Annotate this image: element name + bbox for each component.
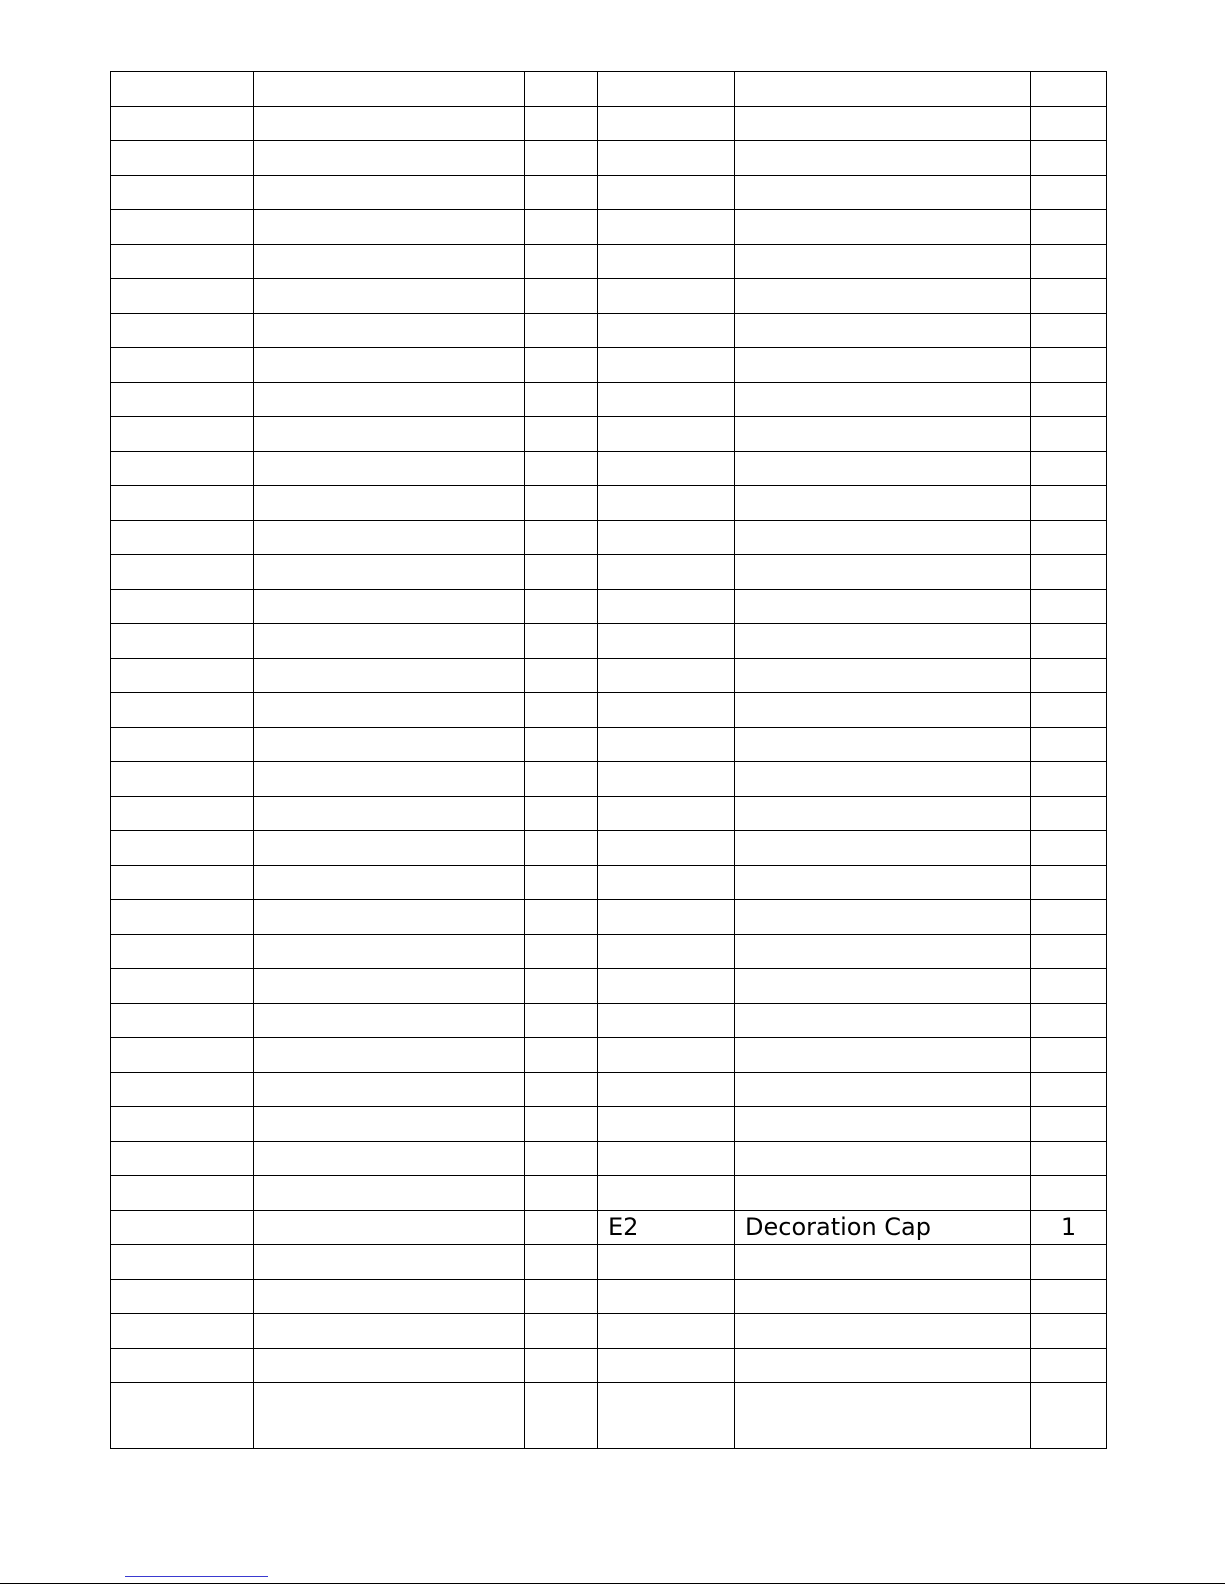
item-description-cell [735, 451, 1031, 486]
part-group-cell [111, 1038, 254, 1073]
quantity-cell [1031, 1072, 1107, 1107]
item-code-cell [598, 1072, 735, 1107]
item-code-cell [598, 313, 735, 348]
table-row [111, 831, 1107, 866]
item-code-cell [598, 1383, 735, 1449]
item-code-cell [598, 865, 735, 900]
table-row [111, 1141, 1107, 1176]
quantity-cell [1031, 382, 1107, 417]
part-group-cell [111, 1383, 254, 1449]
part-name-cell [254, 1038, 525, 1073]
item-description-cell [735, 313, 1031, 348]
part-count-cell [525, 762, 598, 797]
part-group-cell [111, 520, 254, 555]
item-code-cell [598, 382, 735, 417]
part-name-cell [254, 865, 525, 900]
part-count-cell [525, 486, 598, 521]
part-name-cell [254, 831, 525, 866]
quantity-cell [1031, 141, 1107, 176]
item-description-cell [735, 762, 1031, 797]
part-count-cell [525, 1210, 598, 1245]
part-count-cell [525, 279, 598, 314]
table-row [111, 1072, 1107, 1107]
part-name-cell [254, 796, 525, 831]
quantity-cell [1031, 210, 1107, 245]
item-description-cell [735, 796, 1031, 831]
part-count-cell [525, 1348, 598, 1383]
item-code-cell [598, 210, 735, 245]
table-row [111, 1210, 1107, 1245]
part-name-cell [254, 520, 525, 555]
part-count-cell [525, 1383, 598, 1449]
part-count-cell [525, 1245, 598, 1280]
part-name-cell [254, 1003, 525, 1038]
part-name-cell [254, 382, 525, 417]
quantity-cell [1031, 1383, 1107, 1449]
quantity-cell [1031, 969, 1107, 1004]
table-row [111, 313, 1107, 348]
item-description-cell: Decoration Cap [735, 1210, 1031, 1245]
part-group-cell [111, 175, 254, 210]
part-count-cell [525, 624, 598, 659]
table-row [111, 762, 1107, 797]
table-row [111, 72, 1107, 107]
table-row [111, 451, 1107, 486]
table-row [111, 244, 1107, 279]
part-count-cell [525, 382, 598, 417]
quantity-cell [1031, 796, 1107, 831]
part-name-cell [254, 451, 525, 486]
table-row [111, 279, 1107, 314]
part-name-cell [254, 969, 525, 1004]
item-description-cell [735, 727, 1031, 762]
part-count-cell [525, 1107, 598, 1142]
part-count-cell [525, 796, 598, 831]
part-group-cell [111, 210, 254, 245]
part-group-cell [111, 831, 254, 866]
item-description-cell [735, 555, 1031, 590]
table-row [111, 727, 1107, 762]
item-code-cell [598, 1176, 735, 1211]
quantity-cell [1031, 348, 1107, 383]
part-count-cell [525, 451, 598, 486]
item-description-cell [735, 693, 1031, 728]
part-count-cell [525, 348, 598, 383]
part-count-cell [525, 589, 598, 624]
part-name-cell [254, 417, 525, 452]
table-row [111, 1279, 1107, 1314]
item-description-cell [735, 969, 1031, 1004]
part-name-cell [254, 486, 525, 521]
item-description-cell [735, 141, 1031, 176]
part-name-cell [254, 624, 525, 659]
table-row [111, 417, 1107, 452]
part-count-cell [525, 141, 598, 176]
part-name-cell [254, 1210, 525, 1245]
part-name-cell [254, 106, 525, 141]
item-code-cell [598, 658, 735, 693]
part-name-cell [254, 934, 525, 969]
part-count-cell [525, 175, 598, 210]
item-description-cell [735, 900, 1031, 935]
part-group-cell [111, 417, 254, 452]
part-group-cell [111, 1314, 254, 1349]
item-description-cell [735, 1383, 1031, 1449]
part-group-cell [111, 762, 254, 797]
table-row [111, 658, 1107, 693]
item-code-cell [598, 555, 735, 590]
item-code-cell [598, 486, 735, 521]
quantity-cell [1031, 693, 1107, 728]
item-code-cell [598, 831, 735, 866]
item-description-cell [735, 1176, 1031, 1211]
item-description-cell [735, 1141, 1031, 1176]
part-group-cell [111, 451, 254, 486]
part-count-cell [525, 210, 598, 245]
quantity-cell [1031, 1176, 1107, 1211]
part-count-cell [525, 658, 598, 693]
part-name-cell [254, 555, 525, 590]
part-group-cell [111, 1072, 254, 1107]
item-description-cell [735, 520, 1031, 555]
table-row [111, 1383, 1107, 1449]
table-row [111, 1245, 1107, 1280]
table-row [111, 934, 1107, 969]
item-description-cell [735, 1348, 1031, 1383]
part-count-cell [525, 865, 598, 900]
quantity-cell [1031, 624, 1107, 659]
item-description-cell [735, 831, 1031, 866]
part-name-cell [254, 141, 525, 176]
quantity-cell [1031, 1279, 1107, 1314]
item-description-cell [735, 210, 1031, 245]
quantity-cell [1031, 555, 1107, 590]
item-description-cell [735, 486, 1031, 521]
item-description-cell [735, 1279, 1031, 1314]
item-description-cell [735, 1245, 1031, 1280]
part-name-cell [254, 693, 525, 728]
part-count-cell [525, 72, 598, 107]
part-group-cell [111, 900, 254, 935]
part-group-cell [111, 555, 254, 590]
part-group-cell [111, 313, 254, 348]
part-group-cell [111, 1003, 254, 1038]
item-code-cell [598, 1141, 735, 1176]
quantity-cell [1031, 486, 1107, 521]
part-group-cell [111, 1210, 254, 1245]
quantity-cell [1031, 175, 1107, 210]
table-row [111, 520, 1107, 555]
part-count-cell [525, 1003, 598, 1038]
part-name-cell [254, 1383, 525, 1449]
part-group-cell [111, 796, 254, 831]
part-count-cell [525, 1176, 598, 1211]
quantity-cell [1031, 762, 1107, 797]
part-group-cell [111, 486, 254, 521]
part-group-cell [111, 244, 254, 279]
table-row [111, 1003, 1107, 1038]
part-count-cell [525, 417, 598, 452]
quantity-cell [1031, 934, 1107, 969]
part-count-cell [525, 727, 598, 762]
part-name-cell [254, 727, 525, 762]
part-name-cell [254, 1348, 525, 1383]
part-group-cell [111, 279, 254, 314]
part-group-cell [111, 106, 254, 141]
item-code-cell [598, 1314, 735, 1349]
parts-table [110, 71, 1107, 1449]
part-name-cell [254, 348, 525, 383]
table-row [111, 693, 1107, 728]
table-row [111, 141, 1107, 176]
table-row [111, 900, 1107, 935]
item-code-cell: E2 [598, 1210, 735, 1245]
item-description-cell [735, 1314, 1031, 1349]
part-group-cell [111, 1107, 254, 1142]
quantity-cell [1031, 900, 1107, 935]
part-group-cell [111, 658, 254, 693]
part-name-cell [254, 1279, 525, 1314]
part-group-cell [111, 865, 254, 900]
quantity-cell [1031, 520, 1107, 555]
item-description-cell [735, 934, 1031, 969]
table-row [111, 106, 1107, 141]
item-code-cell [598, 727, 735, 762]
part-count-cell [525, 969, 598, 1004]
part-name-cell [254, 1176, 525, 1211]
part-group-cell [111, 1245, 254, 1280]
item-description-cell [735, 1072, 1031, 1107]
part-count-cell [525, 831, 598, 866]
item-code-cell [598, 1003, 735, 1038]
item-code-cell [598, 141, 735, 176]
item-description-cell [735, 1003, 1031, 1038]
quantity-cell [1031, 279, 1107, 314]
table-row [111, 1038, 1107, 1073]
part-count-cell [525, 520, 598, 555]
item-code-cell [598, 796, 735, 831]
part-name-cell [254, 762, 525, 797]
part-name-cell [254, 900, 525, 935]
table-row [111, 969, 1107, 1004]
item-code-cell [598, 1348, 735, 1383]
table-row [111, 486, 1107, 521]
quantity-cell [1031, 313, 1107, 348]
part-name-cell [254, 1107, 525, 1142]
part-name-cell [254, 175, 525, 210]
item-description-cell [735, 382, 1031, 417]
quantity-cell [1031, 1107, 1107, 1142]
part-group-cell [111, 969, 254, 1004]
part-group-cell [111, 1279, 254, 1314]
table-row [111, 210, 1107, 245]
part-count-cell [525, 1314, 598, 1349]
part-group-cell [111, 382, 254, 417]
item-code-cell [598, 1038, 735, 1073]
part-group-cell [111, 1141, 254, 1176]
part-count-cell [525, 1072, 598, 1107]
item-code-cell [598, 520, 735, 555]
quantity-cell [1031, 1314, 1107, 1349]
table-row [111, 1348, 1107, 1383]
item-description-cell [735, 1038, 1031, 1073]
item-description-cell [735, 72, 1031, 107]
table-row [111, 382, 1107, 417]
footer-link-underline [125, 1576, 268, 1577]
part-count-cell [525, 555, 598, 590]
part-group-cell [111, 1176, 254, 1211]
table-row [111, 624, 1107, 659]
part-group-cell [111, 693, 254, 728]
part-count-cell [525, 934, 598, 969]
table-row [111, 1176, 1107, 1211]
item-code-cell [598, 244, 735, 279]
quantity-cell [1031, 865, 1107, 900]
part-name-cell [254, 72, 525, 107]
table-row [111, 589, 1107, 624]
item-code-cell [598, 72, 735, 107]
table-row [111, 865, 1107, 900]
quantity-cell [1031, 831, 1107, 866]
part-group-cell [111, 1348, 254, 1383]
item-code-cell [598, 451, 735, 486]
item-description-cell [735, 865, 1031, 900]
part-count-cell [525, 106, 598, 141]
item-code-cell [598, 900, 735, 935]
quantity-cell [1031, 417, 1107, 452]
part-group-cell [111, 727, 254, 762]
table-row [111, 796, 1107, 831]
part-name-cell [254, 279, 525, 314]
quantity-cell [1031, 1003, 1107, 1038]
item-code-cell [598, 1245, 735, 1280]
item-code-cell [598, 348, 735, 383]
item-description-cell [735, 658, 1031, 693]
item-code-cell [598, 1107, 735, 1142]
table-row [111, 348, 1107, 383]
quantity-cell [1031, 1038, 1107, 1073]
part-group-cell [111, 624, 254, 659]
part-name-cell [254, 1314, 525, 1349]
part-name-cell [254, 210, 525, 245]
item-code-cell [598, 106, 735, 141]
item-code-cell [598, 279, 735, 314]
item-description-cell [735, 589, 1031, 624]
part-count-cell [525, 693, 598, 728]
table-row [111, 1314, 1107, 1349]
part-name-cell [254, 1141, 525, 1176]
part-group-cell [111, 141, 254, 176]
part-group-cell [111, 934, 254, 969]
part-group-cell [111, 589, 254, 624]
item-description-cell [735, 624, 1031, 659]
quantity-cell [1031, 451, 1107, 486]
quantity-cell [1031, 727, 1107, 762]
quantity-cell [1031, 244, 1107, 279]
item-description-cell [735, 1107, 1031, 1142]
part-name-cell [254, 313, 525, 348]
part-count-cell [525, 244, 598, 279]
item-code-cell [598, 1279, 735, 1314]
part-name-cell [254, 244, 525, 279]
item-description-cell [735, 279, 1031, 314]
item-code-cell [598, 969, 735, 1004]
item-code-cell [598, 934, 735, 969]
table-row [111, 1107, 1107, 1142]
quantity-cell [1031, 72, 1107, 107]
table-row [111, 555, 1107, 590]
quantity-cell [1031, 658, 1107, 693]
part-name-cell [254, 1245, 525, 1280]
quantity-cell [1031, 589, 1107, 624]
parts-table-body [111, 72, 1107, 1449]
item-description-cell [735, 106, 1031, 141]
item-description-cell [735, 417, 1031, 452]
page-bottom-rule [0, 1583, 1225, 1584]
item-code-cell [598, 762, 735, 797]
part-name-cell [254, 1072, 525, 1107]
part-name-cell [254, 589, 525, 624]
item-description-cell [735, 175, 1031, 210]
part-count-cell [525, 1141, 598, 1176]
quantity-cell [1031, 106, 1107, 141]
item-description-cell [735, 348, 1031, 383]
part-count-cell [525, 900, 598, 935]
item-code-cell [598, 624, 735, 659]
quantity-cell [1031, 1348, 1107, 1383]
item-description-cell [735, 244, 1031, 279]
quantity-cell [1031, 1141, 1107, 1176]
part-group-cell [111, 348, 254, 383]
item-code-cell [598, 175, 735, 210]
table-row [111, 175, 1107, 210]
item-code-cell [598, 417, 735, 452]
quantity-cell [1031, 1245, 1107, 1280]
item-code-cell [598, 693, 735, 728]
part-group-cell [111, 72, 254, 107]
part-count-cell [525, 1279, 598, 1314]
part-count-cell [525, 313, 598, 348]
item-code-cell [598, 589, 735, 624]
part-count-cell [525, 1038, 598, 1073]
quantity-cell: 1 [1031, 1210, 1107, 1245]
part-name-cell [254, 658, 525, 693]
